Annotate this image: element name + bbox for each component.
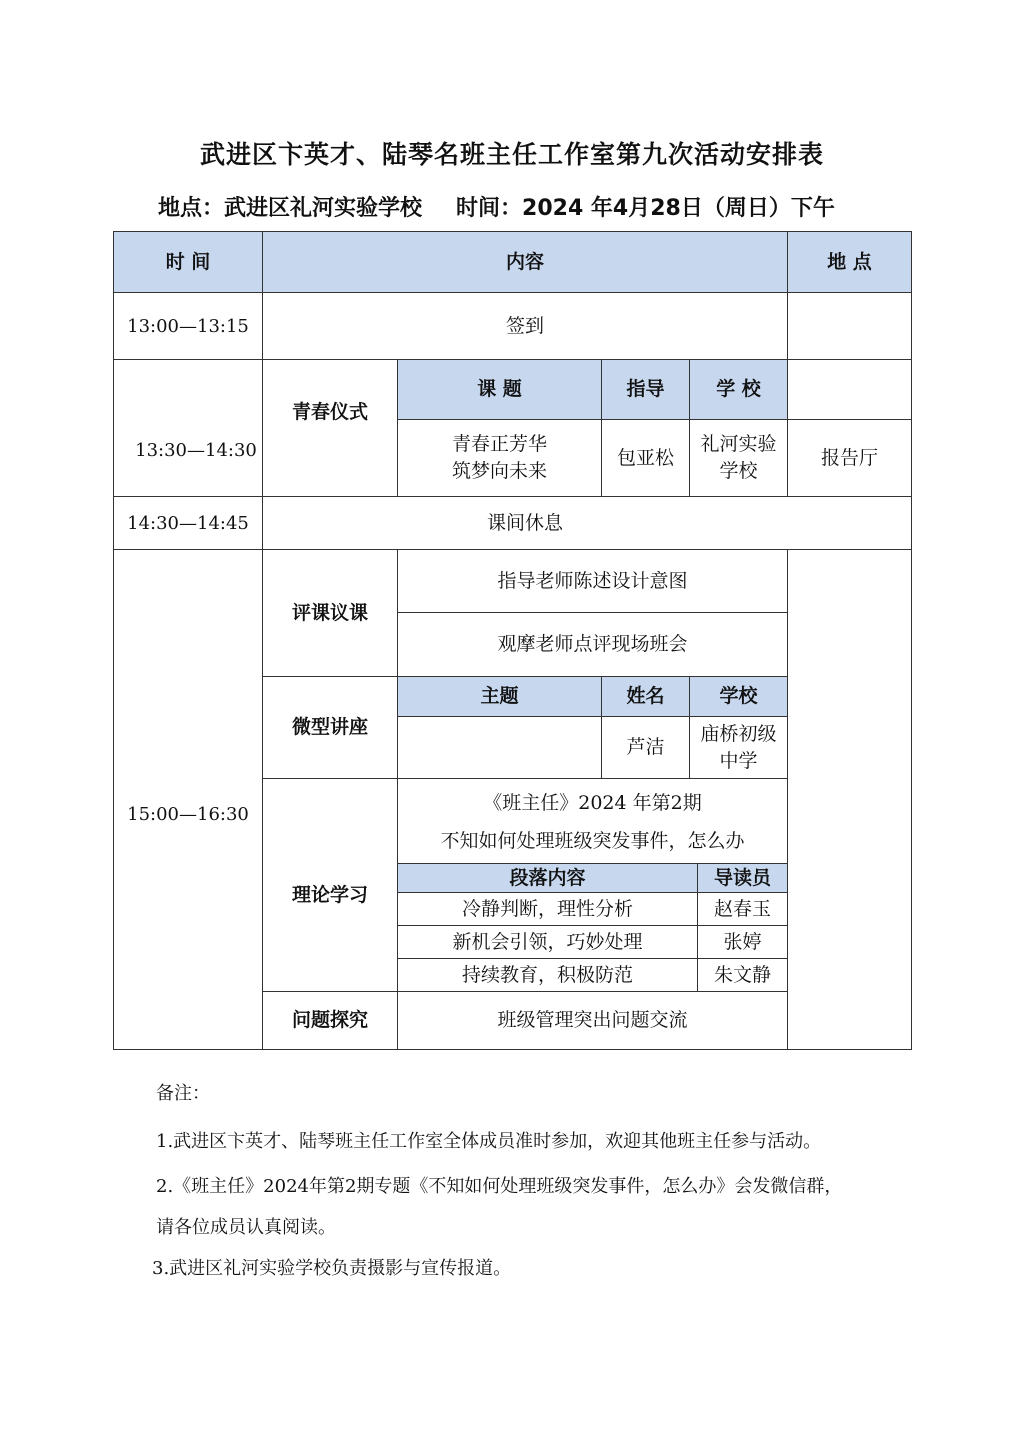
lecture-school: 庙桥初级 中学 bbox=[700, 722, 777, 772]
header-place: 地 点 bbox=[827, 250, 872, 273]
review-item-2: 观摩老师点评现场班会 bbox=[497, 633, 688, 655]
location-label: 地点：武进区礼河实验学校 bbox=[158, 196, 423, 221]
lecture-header-school: 学校 bbox=[719, 685, 758, 707]
study-reader-1: 赵春玉 bbox=[713, 897, 771, 920]
note-2a: 2.《班主任》2024年第2期专题《不知如何处理班级突发事件，怎么办》会发微信群， bbox=[156, 1176, 843, 1197]
lecture-header-theme: 主题 bbox=[480, 685, 519, 707]
youth-school: 礼河实验 学校 bbox=[700, 433, 777, 482]
review-label: 评课议课 bbox=[291, 601, 368, 624]
youth-time: 13:30—14:30 bbox=[135, 439, 257, 461]
youth-header-school: 学 校 bbox=[716, 378, 761, 400]
youth-header-topic: 课 题 bbox=[477, 378, 522, 400]
review-item-1: 指导老师陈述设计意图 bbox=[497, 569, 688, 592]
youth-label: 青春仪式 bbox=[291, 400, 368, 423]
study-header-reader: 导读员 bbox=[713, 866, 771, 889]
study-para-2: 新机会引领，巧妙处理 bbox=[452, 930, 643, 953]
inquiry-content: 班级管理突出问题交流 bbox=[497, 1009, 688, 1031]
notes-heading: 备注： bbox=[156, 1083, 210, 1104]
youth-topic: 青春正芳华 筑梦向未来 bbox=[451, 433, 547, 482]
lecture-theme bbox=[398, 717, 601, 778]
break-time: 14:30—14:45 bbox=[127, 512, 249, 534]
header-time: 时 间 bbox=[165, 250, 211, 273]
study-line-1: 《班主任》2024 年第2期 bbox=[483, 791, 702, 814]
study-line-2: 不知如何处理班级突发事件，怎么办 bbox=[440, 829, 745, 852]
page-title: 武进区卞英才、陆琴名班主任工作室第九次活动安排表 bbox=[199, 140, 824, 169]
checkin-content: 签到 bbox=[505, 314, 544, 337]
break-content: 课间休息 bbox=[486, 511, 563, 534]
checkin-time: 13:00—13:15 bbox=[127, 315, 249, 337]
header-content: 内容 bbox=[505, 250, 544, 273]
study-para-3: 持续教育，积极防范 bbox=[461, 963, 633, 986]
lecture-label: 微型讲座 bbox=[291, 716, 368, 738]
inquiry-label: 问题探究 bbox=[291, 1009, 368, 1031]
youth-guide: 包亚松 bbox=[616, 446, 674, 469]
note-2b: 请各位成员认真阅读。 bbox=[156, 1217, 336, 1238]
note-1: 1.武进区卞英才、陆琴班主任工作室全体成员准时参加，欢迎其他班主任参与活动。 bbox=[156, 1131, 822, 1152]
study-para-1: 冷静判断，理性分析 bbox=[461, 897, 633, 920]
lecture-header-name: 姓名 bbox=[626, 685, 665, 707]
study-label: 理论学习 bbox=[291, 883, 368, 906]
time-label: 时间：2024 年4月28日（周日）下午 bbox=[456, 196, 835, 221]
note-3: 3.武进区礼河实验学校负责摄影与宣传报道。 bbox=[152, 1258, 512, 1279]
study-reader-2: 张婷 bbox=[723, 930, 762, 953]
block-time: 15:00—16:30 bbox=[127, 804, 249, 825]
study-reader-3: 朱文静 bbox=[713, 963, 771, 986]
youth-place: 报告厅 bbox=[820, 446, 878, 469]
subtitle bbox=[158, 191, 835, 222]
youth-header-guide: 指导 bbox=[626, 378, 665, 400]
lecture-name: 芦洁 bbox=[626, 736, 665, 758]
study-header-para: 段落内容 bbox=[509, 866, 586, 889]
